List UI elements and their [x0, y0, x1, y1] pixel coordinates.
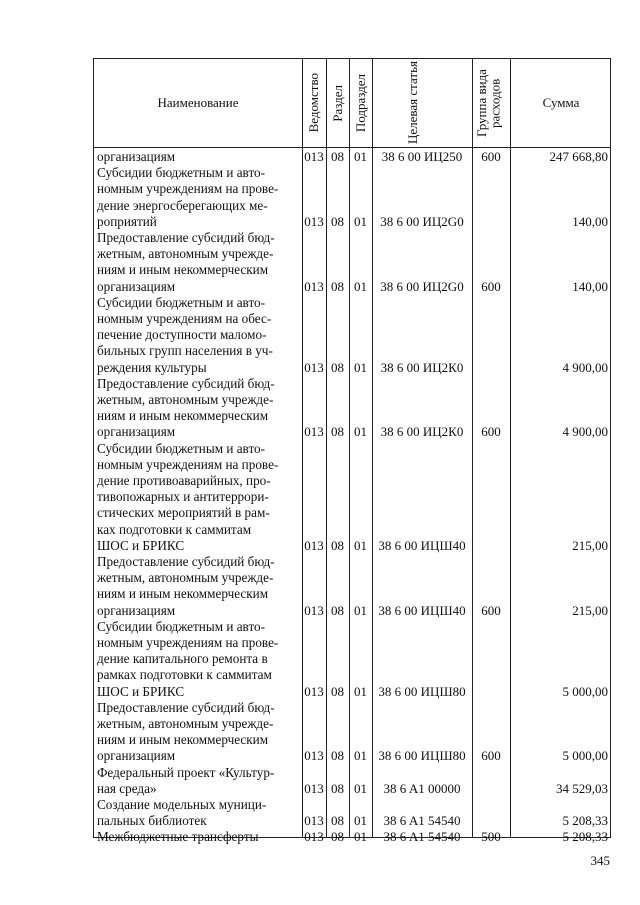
header-summa [510, 59, 612, 147]
row-vedomstvo: 013 [304, 149, 324, 164]
row-podrazdel: 01 [354, 829, 367, 845]
row-summa: 215,00 [572, 602, 608, 618]
row-vedomstvo: 013 [304, 829, 324, 845]
row-podrazdel: 01 [354, 780, 367, 796]
column-divider [326, 59, 327, 837]
row-name: Предоставление субсидий бюд- жетным, автономным учрежде- ниям и иным некоммерческим организациям [97, 699, 275, 764]
row-name: Федеральный проект «Культур- ная среда» [97, 764, 275, 796]
row-podrazdel: 01 [354, 149, 367, 164]
row-summa: 5 000,00 [562, 748, 608, 764]
column-divider [472, 59, 473, 837]
row-razdel: 08 [331, 780, 344, 796]
row-gruppa: 600 [481, 602, 501, 618]
header-vedomstvo [302, 59, 326, 147]
row-gruppa: 600 [481, 748, 501, 764]
header-name [94, 59, 302, 147]
row-celevaya: 38 6 00 ИЦШ40 [378, 537, 466, 553]
row-celevaya: 38 6 00 ИЦ2К0 [380, 359, 464, 375]
row-summa: 4 900,00 [562, 359, 608, 375]
row-name: Субсидии бюджетным и авто- номным учреждениям на прове- дение энергосберегающих ме- роприятий [97, 165, 279, 229]
column-divider [349, 59, 350, 837]
row-name: Предоставление субсидий бюд- жетным, автономным учрежде- ниям и иным некоммерческим организациям [97, 375, 275, 440]
row-celevaya: 38 6 00 ИЦ2G0 [380, 278, 464, 294]
row-celevaya: 38 6 00 ИЦ250 [381, 149, 463, 164]
header-razdel-label: Раздел [329, 84, 345, 122]
row-vedomstvo: 013 [304, 213, 324, 229]
row-summa: 140,00 [572, 213, 608, 229]
row-name: Предоставление субсидий бюд- жетным, автономным учрежде- ниям и иным некоммерческим организациям [97, 230, 275, 294]
row-name: Предоставление субсидий бюд- жетным, автономным учрежде- ниям и иным некоммерческим организациям [97, 554, 275, 618]
row-podrazdel: 01 [354, 278, 367, 294]
row-gruppa: 500 [481, 829, 501, 845]
row-vedomstvo: 013 [304, 537, 324, 553]
column-divider [372, 59, 373, 837]
row-razdel: 08 [331, 813, 344, 829]
row-summa: 5 208,33 [562, 829, 608, 845]
row-summa: 4 900,00 [562, 424, 608, 440]
row-vedomstvo: 013 [304, 748, 324, 764]
row-name: организациям [97, 149, 176, 164]
row-summa: 5 208,33 [562, 813, 608, 829]
row-razdel: 08 [331, 748, 344, 764]
row-summa: 247 668,80 [549, 149, 608, 164]
row-gruppa: 600 [481, 278, 501, 294]
row-summa: 215,00 [572, 537, 608, 553]
row-gruppa: 600 [481, 149, 501, 164]
row-celevaya: 38 6 A1 54540 [383, 829, 461, 845]
row-name: Субсидии бюджетным и авто- номным учреждениям на обес- печение доступности маломо- бильных групп населения в уч- реждения культуры [97, 294, 273, 375]
row-razdel: 08 [331, 359, 344, 375]
budget-table [93, 58, 611, 845]
header-gruppa-label: Группа вида расходов [474, 69, 503, 137]
row-vedomstvo: 013 [304, 780, 324, 796]
row-name: Создание модельных муници- пальных библиотек [97, 797, 267, 829]
page-number: 345 [590, 853, 610, 868]
row-name: Субсидии бюджетным и авто- номным учреждениям на прове- дение капитального ремонта в рамках подготовки к саммитам ШОС и БРИКС [97, 618, 279, 699]
header-podrazdel-label: Подраздел [352, 73, 368, 133]
row-vedomstvo: 013 [304, 813, 324, 829]
row-podrazdel: 01 [354, 683, 367, 699]
row-celevaya: 38 6 00 ИЦШ80 [378, 683, 466, 699]
row-summa: 5 000,00 [562, 683, 608, 699]
row-vedomstvo: 013 [304, 278, 324, 294]
row-podrazdel: 01 [354, 359, 367, 375]
row-celevaya: 38 6 00 ИЦ2G0 [380, 213, 464, 229]
header-gruppa [472, 59, 510, 147]
row-vedomstvo: 013 [304, 602, 324, 618]
row-razdel: 08 [331, 213, 344, 229]
row-celevaya: 38 6 00 ИЦ2К0 [380, 424, 464, 440]
row-podrazdel: 01 [354, 748, 367, 764]
row-name: Межбюджетные трансферты [97, 829, 259, 845]
row-razdel: 08 [331, 149, 344, 164]
row-razdel: 08 [331, 278, 344, 294]
row-razdel: 08 [331, 829, 344, 845]
row-razdel: 08 [331, 537, 344, 553]
row-summa: 34 529,03 [556, 780, 608, 796]
row-podrazdel: 01 [354, 424, 367, 440]
row-celevaya: 38 6 A1 00000 [383, 780, 461, 796]
header-razdel [326, 59, 349, 147]
row-summa: 140,00 [572, 278, 608, 294]
row-name: Субсидии бюджетным и авто- номным учреждениям на прове- дение противоаварийных, про- тивопожарных и антитеррори- стических мероприятий в рам- ках подготовки к саммитам ШОС и БРИКС [97, 440, 279, 553]
row-podrazdel: 01 [354, 602, 367, 618]
header-name-label: Наименование [157, 95, 239, 110]
header-celevaya [372, 59, 472, 147]
row-podrazdel: 01 [354, 213, 367, 229]
row-vedomstvo: 013 [304, 359, 324, 375]
row-vedomstvo: 013 [304, 424, 324, 440]
row-celevaya: 38 6 00 ИЦШ80 [378, 748, 466, 764]
row-vedomstvo: 013 [304, 683, 324, 699]
row-gruppa: 600 [481, 424, 501, 440]
header-celevaya-label: Целевая статья [405, 61, 420, 145]
row-razdel: 08 [331, 683, 344, 699]
row-podrazdel: 01 [354, 537, 367, 553]
row-celevaya: 38 6 A1 54540 [383, 813, 461, 829]
row-razdel: 08 [331, 602, 344, 618]
header-vedomstvo-label: Ведомство [306, 73, 322, 133]
column-divider [302, 59, 303, 837]
header-divider [94, 147, 610, 148]
row-podrazdel: 01 [354, 813, 367, 829]
row-celevaya: 38 6 00 ИЦШ40 [378, 602, 466, 618]
header-summa-label: Сумма [542, 95, 580, 110]
header-podrazdel [349, 59, 372, 147]
row-razdel: 08 [331, 424, 344, 440]
column-divider [510, 59, 511, 837]
